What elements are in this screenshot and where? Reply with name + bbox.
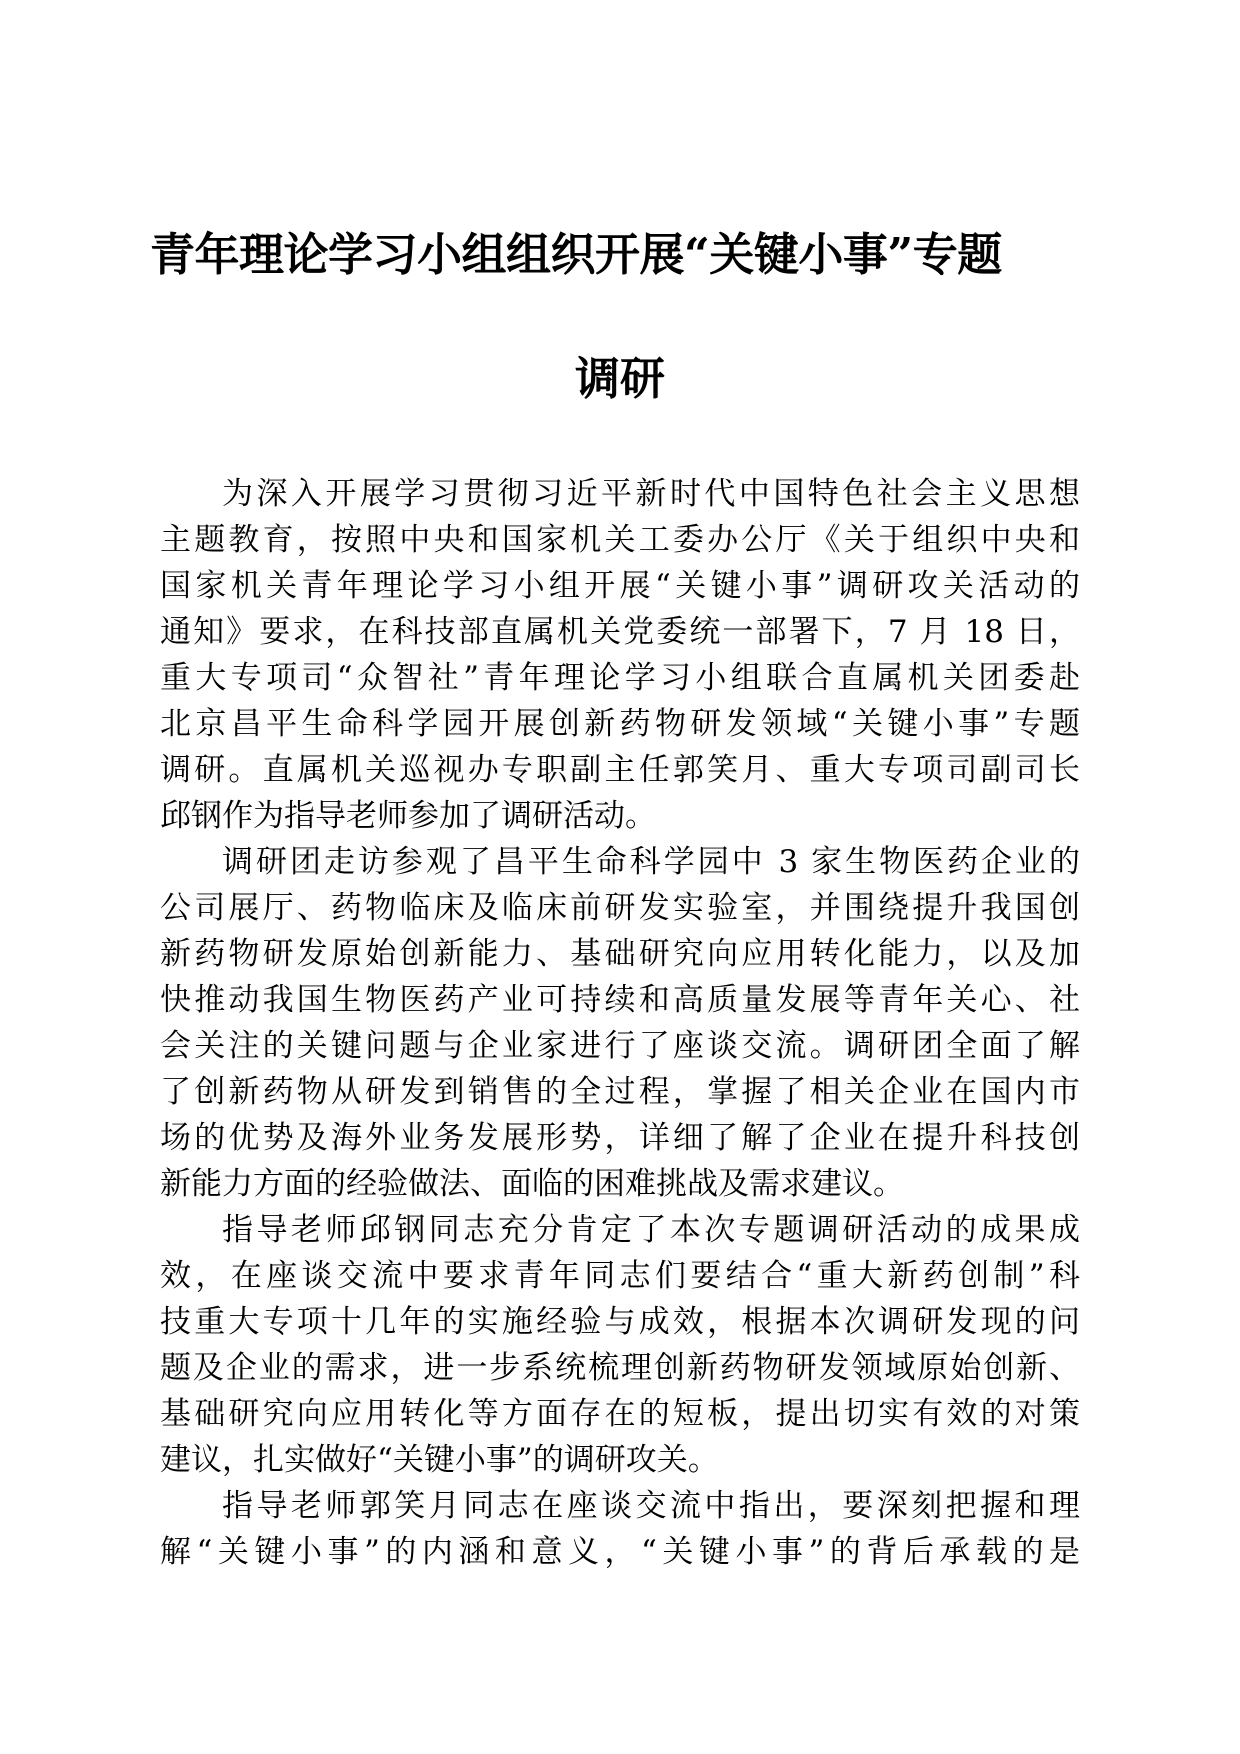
paragraph-line: 会关注的关键问题与企业家进行了座谈交流。调研团全面了解 [160, 1028, 1080, 1064]
paragraph-line: 国家机关青年理论学习小组开展“关键小事”调研攻关活动的 [160, 568, 1080, 604]
paragraph-line: 主题教育，按照中央和国家机关工委办公厅《关于组织中央和 [160, 522, 1080, 558]
document-title-line-2: 调研 [574, 352, 665, 405]
paragraph-line: 建议，扎实做好“关键小事”的调研攻关。 [160, 1442, 719, 1478]
paragraph [160, 839, 1080, 1207]
document-body [160, 471, 1080, 1575]
paragraph-line: 公司展厅、药物临床及临床前研发实验室，并围绕提升我国创 [160, 890, 1080, 926]
paragraph-line: 新能力方面的经验做法、面临的困难挑战及需求建议。 [160, 1166, 904, 1202]
paragraph-line: 指导老师邱钢同志充分肯定了本次专题调研活动的成果成 [222, 1212, 1080, 1248]
paragraph-line: 调研团走访参观了昌平生命科学园中 3 家生物医药企业的 [222, 844, 1080, 880]
paragraph-line: 重大专项司“众智社”青年理论学习小组联合直属机关团委赴 [160, 660, 1080, 696]
paragraph-line: 邱钢作为指导老师参加了调研活动。 [160, 798, 656, 834]
paragraph-line: 场的优势及海外业务发展形势，详细了解了企业在提升科技创 [160, 1120, 1080, 1156]
paragraph-line: 指导老师郭笑月同志在座谈交流中指出，要深刻把握和理 [222, 1488, 1080, 1524]
paragraph-line: 调研。直属机关巡视办专职副主任郭笑月、重大专项司副司长 [160, 752, 1080, 788]
document-title-line-1: 青年理论学习小组组织开展“关键小事”专题 [150, 228, 1002, 281]
paragraph-line: 北京昌平生命科学园开展创新药物研发领域“关键小事”专题 [160, 706, 1080, 742]
paragraph-line: 效，在座谈交流中要求青年同志们要结合“重大新药创制”科 [160, 1258, 1080, 1294]
paragraph-line: 题及企业的需求，进一步系统梳理创新药物研发领域原始创新、 [160, 1350, 1080, 1386]
paragraph-line: 基础研究向应用转化等方面存在的短板，提出切实有效的对策 [160, 1396, 1080, 1432]
paragraph-line: 通知》要求，在科技部直属机关党委统一部署下，7 月 18 日， [160, 614, 1080, 650]
paragraph-line: 了创新药物从研发到销售的全过程，掌握了相关企业在国内市 [160, 1074, 1080, 1110]
paragraph [160, 471, 1080, 839]
paragraph-line: 快推动我国生物医药产业可持续和高质量发展等青年关心、社 [160, 982, 1080, 1018]
paragraph-line: 技重大专项十几年的实施经验与成效，根据本次调研发现的问 [160, 1304, 1080, 1340]
paragraph-line: 为深入开展学习贯彻习近平新时代中国特色社会主义思想 [222, 476, 1080, 512]
paragraph-line: 新药物研发原始创新能力、基础研究向应用转化能力，以及加 [160, 936, 1080, 972]
paragraph [160, 1207, 1080, 1483]
paragraph-line: 解“关键小事”的内涵和意义，“关键小事”的背后承载的是 [160, 1534, 1080, 1570]
paragraph [160, 1483, 1080, 1575]
